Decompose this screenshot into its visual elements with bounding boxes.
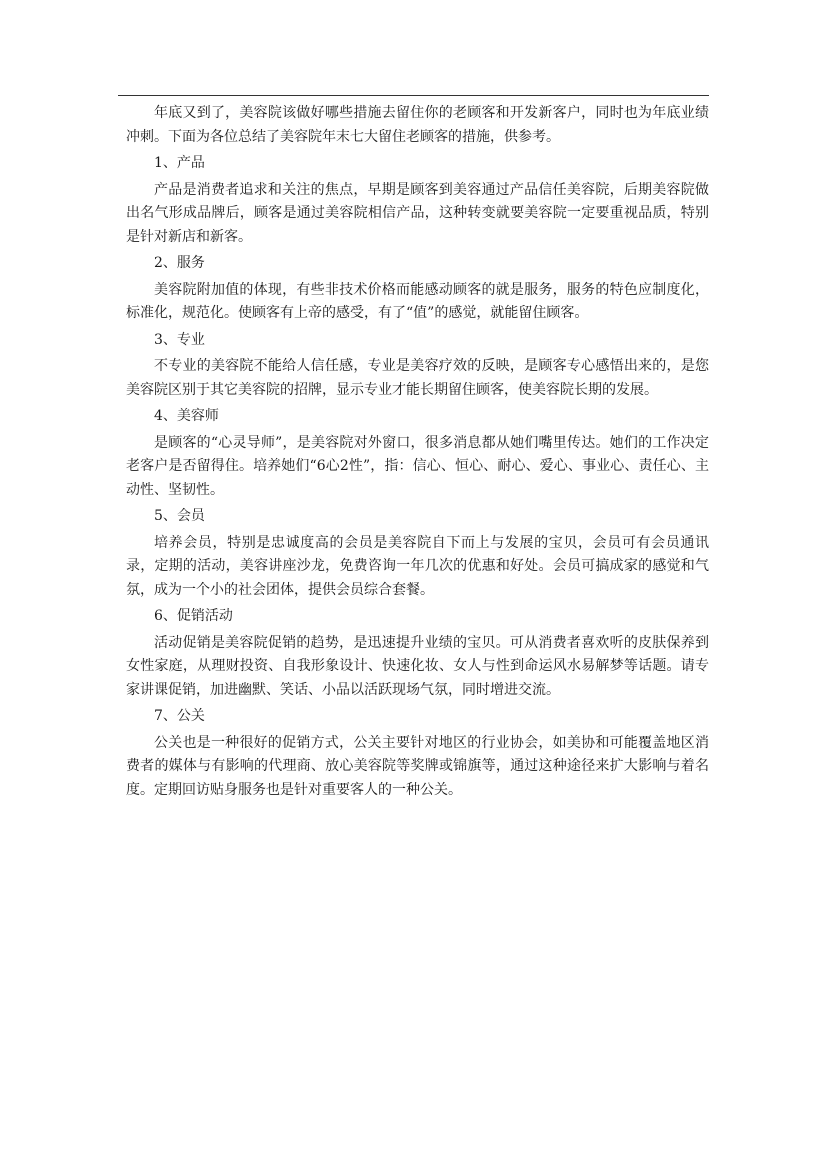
section-promotion bbox=[126, 605, 709, 702]
section-membership bbox=[126, 505, 709, 602]
document-body bbox=[126, 100, 709, 802]
section-paragraph: 活动促销是美容院促销的趋势，是迅速提升业绩的宝贝。可从消费者喜欢听的皮肤保养到女性家庭，从理财投资、自我形象设计、快速化妆、女人与性到命运风水易解梦等话题。请专家讲课促销，加进幽默、笑话、小品以活跃现场气氛，同时增进交流。 bbox=[126, 634, 709, 698]
section-paragraph: 培养会员，特别是忠诚度高的会员是美容院自下而上与发展的宝贝，会员可有会员通讯录，定期的活动，美容讲座沙龙，免费咨询一年几次的优惠和好处。会员可搞成家的感觉和气氛，成为一个小的社会团体，提供会员综合套餐。 bbox=[126, 534, 709, 598]
section-heading: 4、美容师 bbox=[154, 408, 219, 424]
section-paragraph: 产品是消费者追求和关注的焦点，早期是顾客到美容通过产品信任美容院，后期美容院做出名气形成品牌后，顾客是通过美容院相信产品，这种转变就要美容院一定要重视品质，特别是针对新店和新客。 bbox=[126, 181, 709, 245]
section-professional bbox=[126, 329, 709, 403]
section-heading: 5、会员 bbox=[154, 508, 205, 524]
intro-paragraph: 年底又到了，美容院该做好哪些措施去留住你的老顾客和开发新客户，同时也为年底业绩冲刺。下面为各位总结了美容院年末七大留住老顾客的措施，供参考。 bbox=[126, 105, 709, 145]
section-paragraph: 是顾客的“心灵导师”，是美容院对外窗口，很多消息都从她们嘴里传达。她们的工作决定老客户是否留得住。培养她们“6心2性”，指：信心、恒心、耐心、爱心、事业心、责任心、主动性、坚韧性。 bbox=[126, 434, 709, 498]
section-heading: 7、公关 bbox=[154, 708, 205, 724]
section-product bbox=[126, 152, 709, 249]
section-heading: 1、产品 bbox=[154, 155, 205, 171]
header-rule bbox=[118, 95, 709, 96]
section-beautician bbox=[126, 405, 709, 502]
section-service bbox=[126, 252, 709, 326]
section-paragraph: 不专业的美容院不能给人信任感，专业是美容疗效的反映，是顾客专心感悟出来的，是您美容院区别于其它美容院的招牌，显示专业才能长期留住顾客，使美容院长期的发展。 bbox=[126, 358, 709, 398]
section-paragraph: 公关也是一种很好的促销方式，公关主要针对地区的行业协会，如美协和可能覆盖地区消费者的媒体与有影响的代理商、放心美容院等奖牌或锦旗等，通过这种途径来扩大影响与着名度。定期回访贴身服务也是针对重要客人的一种公关。 bbox=[126, 734, 709, 798]
section-paragraph: 美容院附加值的体现，有些非技术价格而能感动顾客的就是服务，服务的特色应制度化，标准化，规范化。使顾客有上帝的感受，有了“值”的感觉，就能留住顾客。 bbox=[126, 281, 709, 321]
section-public-relations bbox=[126, 705, 709, 802]
section-heading: 2、服务 bbox=[154, 255, 205, 271]
section-heading: 6、促销活动 bbox=[154, 608, 233, 624]
section-heading: 3、专业 bbox=[154, 331, 205, 348]
